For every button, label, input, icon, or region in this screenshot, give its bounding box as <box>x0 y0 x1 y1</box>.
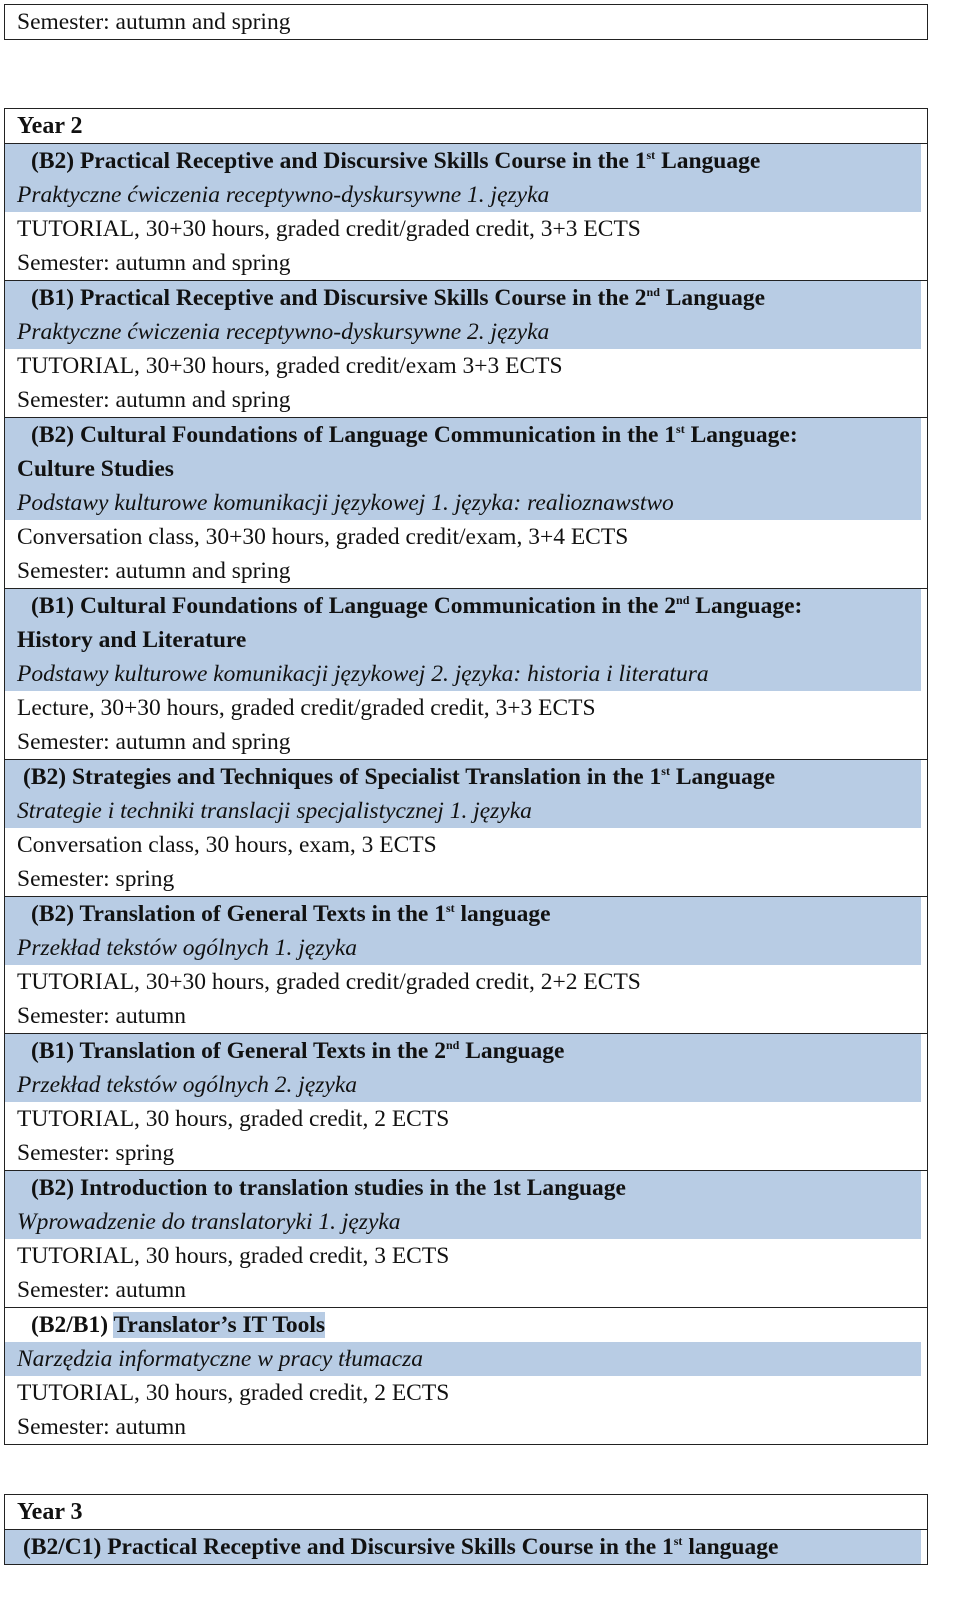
course-details: TUTORIAL, 30 hours, graded credit, 3 ECTS <box>17 1243 450 1269</box>
course-details: TUTORIAL, 30+30 hours, graded credit/graded credit, 2+2 ECTS <box>17 969 641 995</box>
course-semester: Semester: autumn and spring <box>17 558 291 584</box>
year2-heading-row <box>5 109 927 144</box>
course-semester: Semester: autumn and spring <box>17 387 291 413</box>
course-title: (B2) Practical Receptive and Discursive Skills Course in the 1st Language <box>5 144 921 178</box>
semester-text: Semester: autumn and spring <box>17 9 291 35</box>
course-semester: Semester: spring <box>17 1140 175 1166</box>
year2-table <box>4 108 928 1445</box>
course-title: (B2/C1) Practical Receptive and Discursive Skills Course in the 1st language <box>5 1530 921 1564</box>
course-title: (B2) Introduction to translation studies in the 1st Language <box>5 1171 921 1205</box>
course-semester: Semester: autumn and spring <box>17 250 291 276</box>
course-title: (B2) Cultural Foundations of Language Communication in the 1st Language: <box>5 418 921 452</box>
course-polish-title: Podstawy kulturowe komunikacji językowej 1. języka: realioznawstwo <box>5 486 921 520</box>
top-table <box>4 4 928 40</box>
course-details: TUTORIAL, 30 hours, graded credit, 2 ECTS <box>17 1106 450 1132</box>
course-polish-title: Praktyczne ćwiczenia receptywno-dyskursywne 1. języka <box>5 178 921 212</box>
course-block <box>5 897 927 1034</box>
course-details: TUTORIAL, 30+30 hours, graded credit/exam 3+3 ECTS <box>17 353 563 379</box>
course-block <box>5 144 927 281</box>
course-title: (B1) Translation of General Texts in the 2nd Language <box>5 1034 921 1068</box>
course-semester: Semester: autumn <box>17 1277 187 1303</box>
course-title: (B2) Strategies and Techniques of Specialist Translation in the 1st Language <box>5 760 921 794</box>
course-block <box>5 1034 927 1171</box>
course-block <box>5 281 927 418</box>
course-polish-title: Przekład tekstów ogólnych 1. języka <box>5 931 921 965</box>
course-block <box>5 1171 927 1308</box>
course-polish-title: Przekład tekstów ogólnych 2. języka <box>5 1068 921 1102</box>
year-heading: Year 3 <box>17 1499 83 1525</box>
course-block <box>5 1308 927 1444</box>
course-details: Lecture, 30+30 hours, graded credit/graded credit, 3+3 ECTS <box>17 695 596 721</box>
year-heading: Year 2 <box>17 113 83 139</box>
course-block <box>5 1530 927 1564</box>
year3-heading-row <box>5 1495 927 1530</box>
course-title: (B2/B1) Translator’s IT Tools <box>31 1312 326 1338</box>
course-details: Conversation class, 30+30 hours, graded credit/exam, 3+4 ECTS <box>17 524 629 550</box>
course-polish-title: Podstawy kulturowe komunikacji językowej 2. języka: historia i literatura <box>5 657 921 691</box>
course-details: Conversation class, 30 hours, exam, 3 ECTS <box>17 832 437 858</box>
course-semester: Semester: spring <box>17 866 175 892</box>
course-semester: Semester: autumn <box>17 1414 187 1440</box>
course-polish-title: Praktyczne ćwiczenia receptywno-dyskursywne 2. języka <box>5 315 921 349</box>
course-title-line2: History and Literature <box>5 623 921 657</box>
course-title: (B2) Translation of General Texts in the 1st language <box>5 897 921 931</box>
course-block <box>5 760 927 897</box>
course-block <box>5 418 927 589</box>
course-title-line2: Culture Studies <box>5 452 921 486</box>
course-details: TUTORIAL, 30+30 hours, graded credit/graded credit, 3+3 ECTS <box>17 216 641 242</box>
course-title: (B1) Practical Receptive and Discursive Skills Course in the 2nd Language <box>5 281 921 315</box>
course-semester: Semester: autumn <box>17 1003 187 1029</box>
course-semester: Semester: autumn and spring <box>17 729 291 755</box>
course-polish-title: Wprowadzenie do translatoryki 1. języka <box>5 1205 921 1239</box>
course-polish-title: Narzędzia informatyczne w pracy tłumacza <box>5 1342 921 1376</box>
course-title: (B1) Cultural Foundations of Language Communication in the 2nd Language: <box>5 589 921 623</box>
course-block <box>5 589 927 760</box>
course-details: TUTORIAL, 30 hours, graded credit, 2 ECTS <box>17 1380 450 1406</box>
year3-table <box>4 1494 928 1565</box>
course-polish-title: Strategie i techniki translacji specjalistycznej 1. języka <box>5 794 921 828</box>
